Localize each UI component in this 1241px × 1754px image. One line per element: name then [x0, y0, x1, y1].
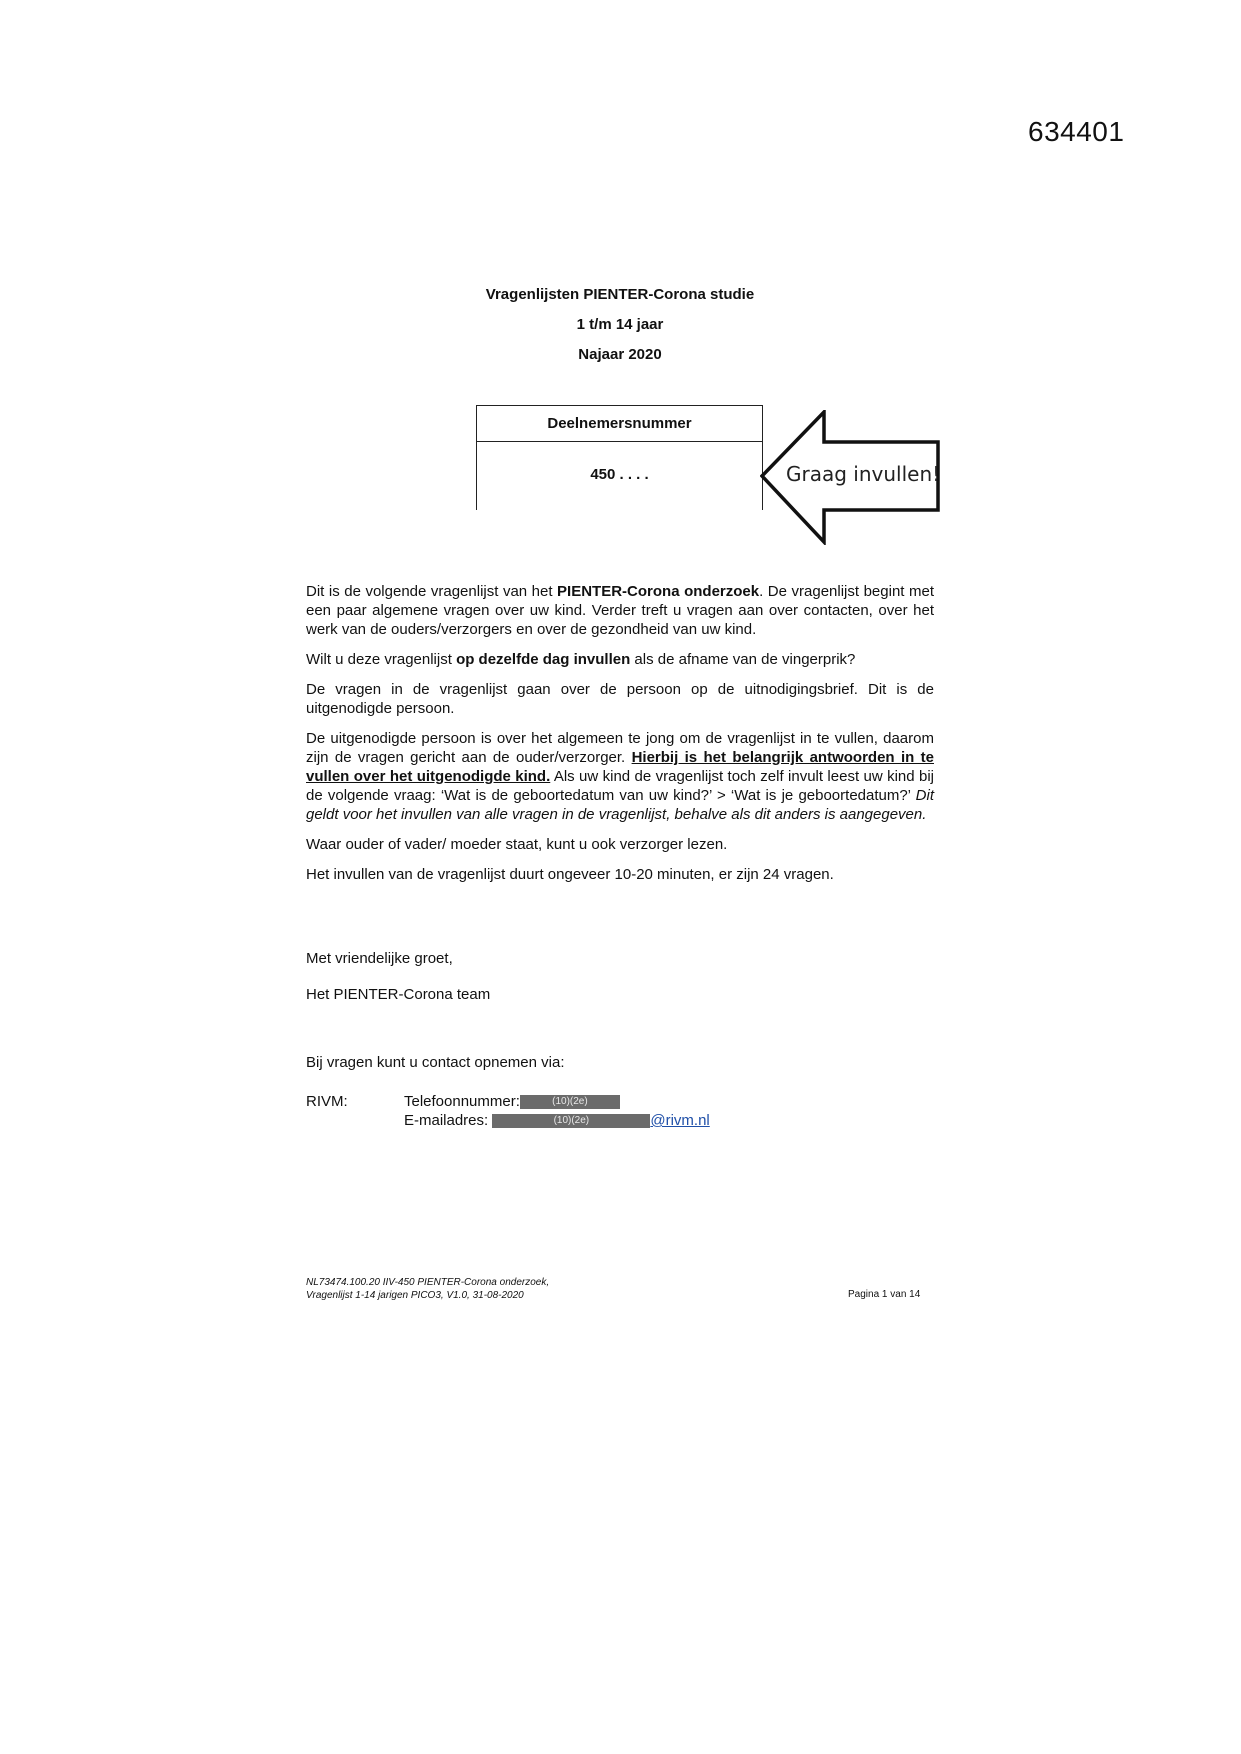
intro-paragraph: De vragen in de vragenlijst gaan over de persoon op de uitnodigingsbrief. Dit is de uitgenodigde persoon. [306, 681, 934, 717]
intro-paragraph: Dit is de volgende vragenlijst van het PIENTER-Corona onderzoek. De vragenlijst begint met een paar algemene vragen over uw kind. Verder treft u vragen aan over contacten, over het werk van de ouders/verzorgers en over de gezondheid van uw kind. [306, 583, 934, 638]
phone-label: Telefoonnummer: [404, 1093, 520, 1110]
footer-reference [306, 1276, 549, 1302]
intro-paragraph: Waar ouder of vader/ moeder staat, kunt u ook verzorger lezen. [306, 836, 728, 853]
footer-reference-line: Vragenlijst 1-14 jarigen PICO3, V1.0, 31-08-2020 [306, 1290, 524, 1301]
document-title: Vragenlijsten PIENTER-Corona studie [485, 286, 755, 303]
contact-intro: Bij vragen kunt u contact opnemen via: [306, 1054, 565, 1071]
document-number: 634401 [1028, 116, 1125, 147]
email-label: E-mailadres: [404, 1112, 493, 1129]
email-link[interactable]: @rivm.nl [650, 1112, 710, 1129]
participant-number-header: Deelnemersnummer [477, 406, 762, 442]
email-row [404, 1111, 710, 1130]
intro-text [306, 582, 934, 895]
contact-org: RIVM: [306, 1093, 348, 1110]
footer-reference-line: NL73474.100.20 IIV-450 PIENTER-Corona onderzoek, [306, 1277, 550, 1288]
document-subtitle-age: 1 t/m 14 jaar [576, 316, 664, 333]
email-redaction: (10)(2e) [492, 1114, 650, 1128]
intro-paragraph: Het invullen van de vragenlijst duurt ongeveer 10-20 minuten, er zijn 24 vragen. [306, 866, 834, 883]
phone-row [404, 1092, 710, 1111]
signature-team: Het PIENTER-Corona team [306, 986, 491, 1003]
participant-number-box [476, 405, 763, 510]
fill-in-prompt: Graag invullen! [786, 462, 941, 486]
greeting: Met vriendelijke groet, [306, 950, 453, 967]
intro-paragraph: Wilt u deze vragenlijst op dezelfde dag invullen als de afname van de vingerprik? [306, 651, 856, 668]
document-subtitle-season: Najaar 2020 [578, 346, 662, 363]
intro-paragraph: De uitgenodigde persoon is over het algemeen te jong om de vragenlijst in te vullen, daarom zijn de vragen gericht aan de ouder/verzorger. Hierbij is het belangrijk antwoorden in te vullen over het uitgenodigde kind. Als uw kind de vragenlijst toch zelf invult leest uw kind bij de volgende vraag: ‘Wat is de geboortedatum van uw kind?’ > ‘Wat is je geboortedatum?’ Dit geldt voor het invullen van alle vragen in de vragenlijst, behalve als dit anders is aangegeven. [306, 730, 934, 823]
page-number: Pagina 1 van 14 [848, 1289, 921, 1300]
phone-redaction: (10)(2e) [520, 1095, 620, 1109]
participant-number-field[interactable]: 450 . . . . [590, 466, 649, 483]
